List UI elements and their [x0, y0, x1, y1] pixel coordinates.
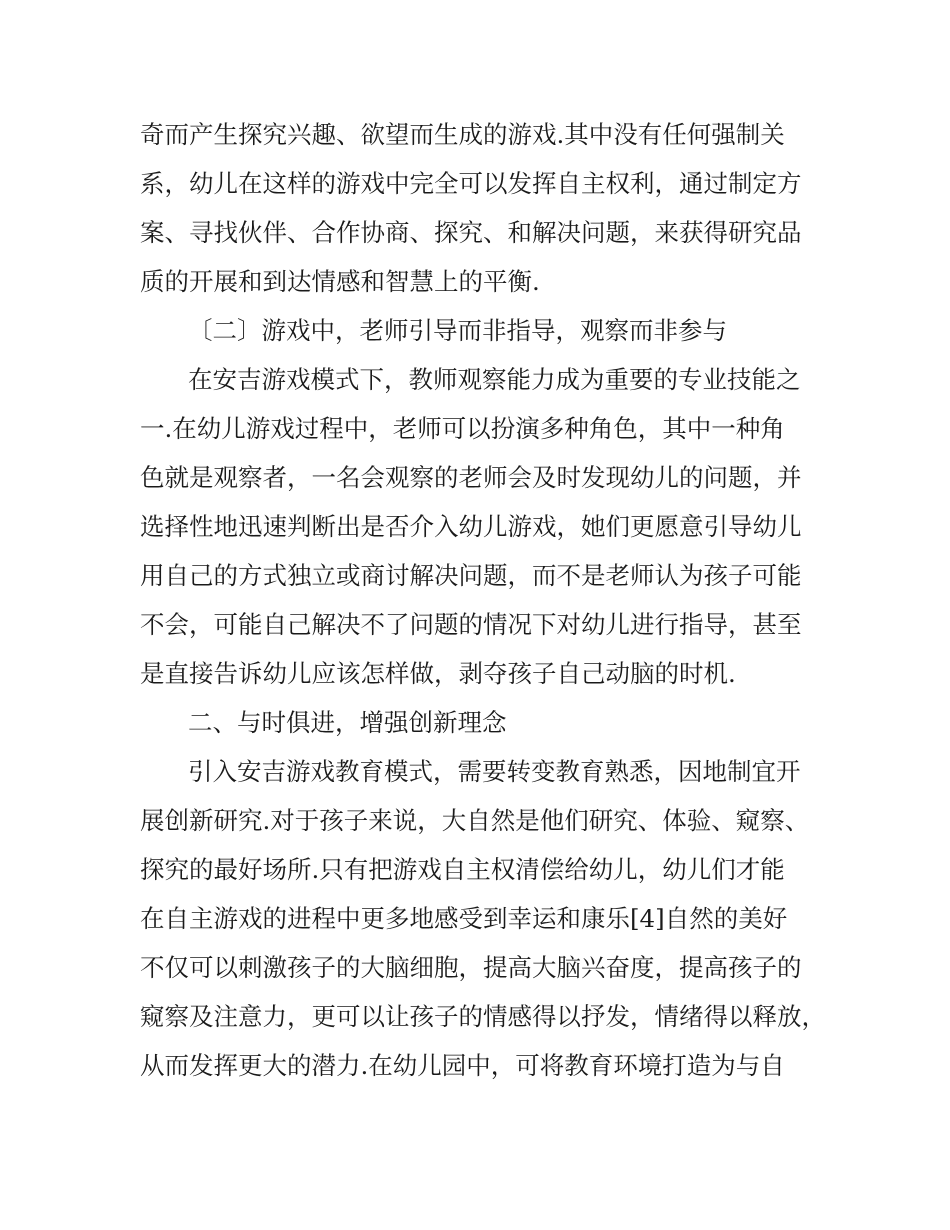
text-line: 不会，可能自己解决不了问题的情况下对幼儿进行指导，甚至 [140, 610, 802, 639]
text-line: 质的开展和到达情感和智慧上的平衡. [140, 267, 540, 296]
text-line: 在安吉游戏模式下，教师观察能力成为重要的专业技能之 [188, 365, 801, 394]
text-line: 系，幼儿在这样的游戏中完全可以发挥自主权利，通过制定方 [140, 169, 802, 198]
section-heading: 二、与时俱进，增强创新理念 [188, 708, 507, 737]
text-line: 用自己的方式独立或商讨解决问题，而不是老师认为孩子可能 [140, 561, 802, 590]
text-line: 引入安吉游戏教育模式，需要转变教育熟悉，因地制宜开 [188, 757, 801, 786]
text-line: 展创新研究.对于孩子来说，大自然是他们研究、体验、窥察、 [140, 806, 810, 835]
text-line: 一.在幼儿游戏过程中，老师可以扮演多种角色，其中一种角 [140, 414, 785, 443]
text-line: 从而发挥更大的潜力.在幼儿园中，可将教育环境打造为与自 [140, 1051, 785, 1080]
text-line: 窥察及注意力，更可以让孩子的情感得以抒发，情绪得以释放， [140, 1002, 826, 1031]
section-heading: 〔二〕游戏中，老师引导而非指导，观察而非参与 [188, 316, 727, 345]
text-line: 探究的最好场所.只有把游戏自主权清偿给幼儿，幼儿们才能 [140, 855, 785, 884]
text-line: 选择性地迅速判断出是否介入幼儿游戏，她们更愿意引导幼儿 [140, 512, 802, 541]
text-line: 色就是观察者，一名会观察的老师会及时发现幼儿的问题，并 [140, 463, 802, 492]
text-line: 奇而产生探究兴趣、欲望而生成的游戏.其中没有任何强制关 [140, 120, 785, 149]
text-line: 在自主游戏的进程中更多地感受到幸运和康乐[4]自然的美好 [140, 904, 788, 933]
text-line: 案、寻找伙伴、合作协商、探究、和解决问题，来获得研究品 [140, 218, 802, 247]
text-line: 是直接告诉幼儿应该怎样做，剥夺孩子自己动脑的时机. [140, 659, 736, 688]
text-line: 不仅可以刺激孩子的大脑细胞，提高大脑兴奋度，提高孩子的 [140, 953, 802, 982]
